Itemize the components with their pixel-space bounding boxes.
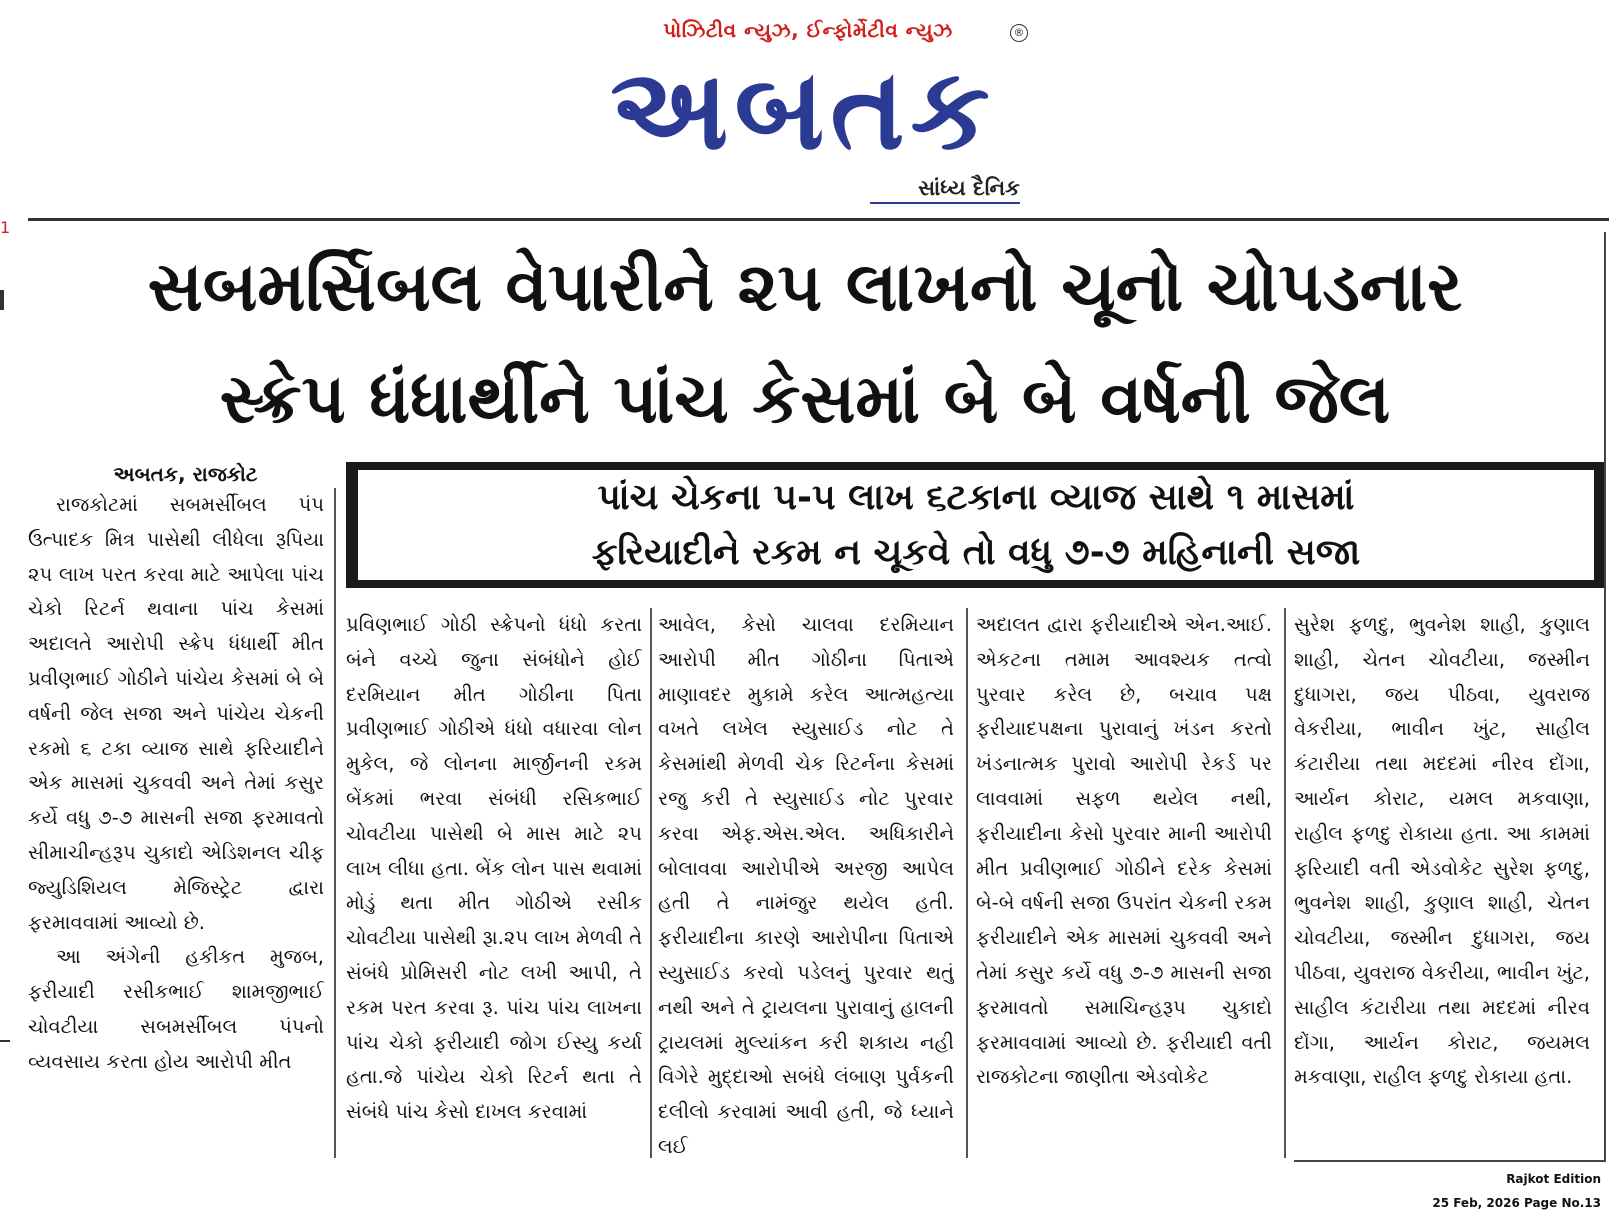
page-edge-tick	[0, 1040, 10, 1042]
article-column-3	[658, 608, 954, 1158]
masthead-tagline: પોઝિટીવ ન્યુઝ, ઈન્ફોર્મેટીવ ન્યુઝ	[663, 18, 953, 42]
registered-mark: ®	[1010, 24, 1028, 42]
headline-line-1: સબમર્સિબલ વેપારીને ૨૫ લાખનો ચૂનો ચોપડનાર	[147, 248, 1463, 327]
subheadline-line-2: ફરિયાદીને રકમ ન ચૂકવે તો વધુ ૭-૭ મહિનાની સજા	[591, 532, 1361, 573]
column-divider	[966, 608, 968, 1158]
article-byline: અબતક, રાજકોટ	[113, 462, 258, 486]
headline-line-2: સ્ક્રેપ ધંધાર્થીને પાંચ કેસમાં બે બે વર્ષની જેલ	[219, 360, 1391, 439]
column-divider	[334, 488, 336, 1158]
article-paragraph: અદાલત દ્વારા ફરીયાદીએ એન.આઈ. એકટના તમામ આવશ્યક તત્વો પુરવાર કરેલ છે, બચાવ પક્ષ ફરીયાદપક્ષના પુરાવાનું ખંડન કરતો ખંડનાત્મક પુરાવો આરોપી રેકર્ડ પર લાવવામાં સફળ થયેલ નથી, ફરીયાદીના કેસો પુરવાર માની આરોપી મીત પ્રવીણભાઈ ગોઠીને દરેક કેસમાં બે-બે વર્ષની સજા ઉપરાંત ચેકની રકમ ફરીયાદીને એક માસમાં ચુકવવી અને તેમાં કસુર કર્યે વધુ ૭-૭ માસની સજા ફરમાવતો સમાચિન્હરૂપ ચુકાદો ફરમાવવામાં આવ્યો છે. ફરીયાદી વતી રાજકોટના જાણીતા એડવોકેટ	[976, 613, 1272, 1089]
masthead-divider	[28, 218, 1609, 221]
article-column-1	[28, 488, 324, 1158]
article-border	[1604, 232, 1606, 1162]
newspaper-logo: અબતક	[610, 45, 996, 175]
article-paragraph: સુરેશ ફળદુ, ભુવનેશ શાહી, કુણાલ શાહી, ચેતન ચોવટીયા, જસ્મીન દુધાગરા, જય પીઠવા, યુવરાજ વેકરીયા, ભાવીન ખુંટ, સાહીલ કંટારીયા તથા મદદમાં નીરવ દોંગા, આર્યન કોરાટ, યમલ મકવાણા, રાહીલ ફળદુ રોકાયા હતા. આ કામમાં ફરિયાદી વતી એડવોકેટ સુરેશ ફળદુ, ભુવનેશ શાહી, કુણાલ શાહી, ચેતન ચોવટીયા, જસ્મીન દુધાગરા, જય પીઠવા, યુવરાજ વેકરીયા, ભાવીન ખુંટ, સાહીલ કંટારીયા તથા મદદમાં નીરવ દોંગા, આર્યન કોરાટ, જયમલ મકવાણા, રાહીલ ફળદુ રોકાયા હતા.	[1294, 613, 1590, 1089]
article-column-4	[976, 608, 1272, 1158]
article-column-2	[346, 608, 642, 1158]
column-divider	[1284, 608, 1286, 1158]
article-border	[1294, 1160, 1606, 1162]
subheadline-line-1: પાંચ ચેકના ૫-૫ લાખ ૬ટકાના વ્યાજ સાથે ૧ માસમાં	[597, 477, 1355, 518]
subheadline	[358, 470, 1594, 580]
article-paragraph: આવેલ, કેસો ચાલવા દરમિયાન આરોપી મીત ગોઠીના પિતાએ માણાવદર મુકામે કરેલ આત્મહત્યા વખતે લખેલ સ્યુસાઈડ નોટ તે કેસમાંથી મેળવી ચેક રિટર્નના કેસમાં રજુ કરી તે સ્યુસાઈડ નોટ પુરવાર કરવા એફ.એસ.એલ. અધિકારીને બોલાવવા આરોપીએ અરજી આપેલ હતી તે નામંજુર થયેલ હતી. ફરીયાદીના કારણે આરોપીના પિતાએ સ્યુસાઈડ કરવો પડેલનું પુરવાર થતું નથી અને તે ટ્રાયલના પુરાવાનું હાલની ટ્રાયલમાં મુલ્યાંકન કરી શકાય નહી વિગેરે મુદ્દાઓ સબંધે લંબાણ પુર્વકની દલીલો કરવામાં આવી હતી, જે ધ્યાને લઈ	[658, 613, 954, 1158]
masthead	[0, 0, 1609, 215]
article-column-5	[1294, 608, 1590, 1158]
page-edge-tick	[0, 290, 4, 310]
article-paragraph: રાજકોટમાં સબમર્સીબલ પંપ ઉત્પાદક મિત્ર પાસેથી લીધેલા રૂપિયા ૨૫ લાખ પરત કરવા માટે આપેલા પાંચ ચેકો રિટર્ન થવાના પાંચ કેસમાં અદાલતે આરોપી સ્ક્રેપ ધંધાર્થી મીત પ્રવીણભાઈ ગોઠીને પાંચેય કેસમાં બે બે વર્ષની જેલ સજા અને પાંચેય ચેકની રકમો ૬ ટકા વ્યાજ સાથે ફરિયાદીને એક માસમાં ચુકવવી અને તેમાં કસુર કર્યે વધુ ૭-૭ માસની સજા ફરમાવતો સીમાચીન્હરૂપ ચુકાદો એડિશનલ ચીફ જ્યુડિશિયલ મેજિસ્ટ્રેટ દ્વારા ફરમાવવામાં આવ્યો છે.	[28, 493, 324, 934]
subheadline-box	[346, 462, 1606, 588]
page-edge-mark: 1	[0, 218, 11, 237]
article-paragraph: પ્રવિણભાઈ ગોઠી સ્ક્રેપનો ધંધો કરતા બંને વચ્ચે જુના સંબંધોને હોઈ દરમિયાન મીત ગોઠીના પિતા પ્રવીણભાઈ ગોઠીએ ધંધો વધારવા લોન મુકેલ, જે લોનના માર્જીનની રકમ બેંકમાં ભરવા સંબંધી રસિકભાઈ ચોવટીયા પાસેથી બે માસ માટે ૨૫ લાખ લીધા હતા. બેંક લોન પાસ થવામાં મોડું થતા મીત ગોઠીએ રસીક ચોવટીયા પાસેથી રૂા.૨૫ લાખ મેળવી તે સંબંધે પ્રોમિસરી નોટ લખી આપી, તે રકમ પરત કરવા રૂ. પાંચ પાંચ લાખના પાંચ ચેકો ફરીયાદી જોગ ઈસ્યુ કર્યા હતા.જે પાંચેય ચેકો રિટર્ન થતા તે સંબંધે પાંચ કેસો દાખલ કરવામાં	[346, 613, 642, 1124]
article-paragraph: આ અંગેની હકીકત મુજબ, ફરીયાદી રસીકભાઈ શામજીભાઈ ચોવટીયા સબમર્સીબલ પંપનો વ્યવસાય કરતા હોય આરોપી મીત	[28, 945, 324, 1073]
date-page-label: 25 Feb, 2026 Page No.13	[1432, 1196, 1601, 1210]
article-headline	[20, 232, 1590, 456]
edition-label: Rajkot Edition	[1506, 1172, 1601, 1186]
masthead-subtitle: સાંધ્ય દૈનિક	[870, 176, 1020, 204]
column-divider	[650, 608, 652, 1158]
